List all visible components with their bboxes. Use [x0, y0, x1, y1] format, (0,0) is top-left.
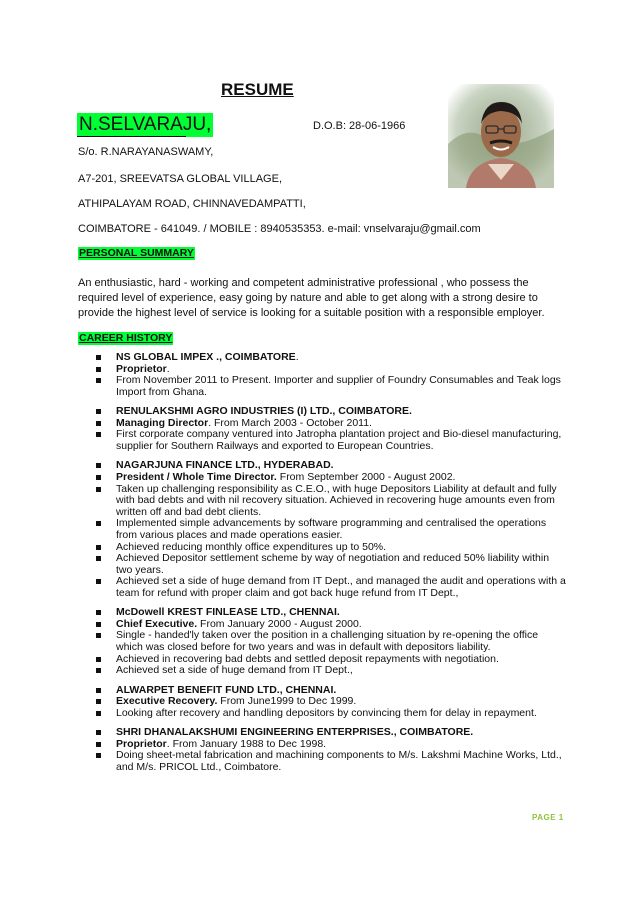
job-bullet-plain: . From January 1988 to Dec 1998. — [166, 737, 327, 750]
job-bullet-plain: . From March 2003 - October 2011. — [208, 416, 372, 429]
job-bullet-text — [116, 708, 566, 720]
address-line: A7-201, SREEVATSA GLOBAL VILLAGE, — [78, 173, 283, 185]
square-bullet-icon — [96, 576, 116, 599]
job-bullet-bold: McDowell KREST FINLEASE LTD., CHENNAI. — [116, 606, 340, 619]
square-bullet-icon — [96, 460, 116, 472]
square-bullet-icon — [96, 364, 116, 376]
job-entry — [96, 406, 566, 452]
career-history-heading: CAREER HISTORY — [79, 332, 173, 344]
job-bullet-bold: Proprietor — [116, 737, 167, 750]
job-bullet-plain: Achieved in recovering bad debts and settled deposit repayments with negotiation. — [116, 652, 499, 665]
job-bullet-text — [116, 429, 566, 452]
job-bullet — [96, 750, 566, 773]
square-bullet-icon — [96, 553, 116, 576]
job-bullet — [96, 576, 566, 599]
job-bullet-plain: Implemented simple advancements by software programming and centralised the operations from various places and made operations easier. — [116, 517, 547, 541]
square-bullet-icon — [96, 518, 116, 541]
career-history-list — [96, 352, 566, 781]
job-entry — [96, 727, 566, 773]
square-bullet-icon — [96, 352, 116, 364]
job-bullet-plain: . — [166, 362, 170, 375]
job-bullet-text — [116, 484, 566, 519]
job-bullet-bold: Executive Recovery. — [116, 695, 218, 708]
profile-photo — [448, 84, 554, 188]
job-bullet-plain: Achieved set a side of huge demand from IT Dept., and managed the audit and operations with a team for refund with proper claim and got back huge refund from IT Dept., — [116, 575, 566, 599]
job-bullet — [96, 708, 566, 720]
square-bullet-icon — [96, 685, 116, 697]
square-bullet-icon — [96, 654, 116, 666]
job-bullet-plain: Achieved reducing monthly office expenditures up to 50%. — [116, 540, 387, 553]
square-bullet-icon — [96, 739, 116, 751]
job-entry — [96, 352, 566, 398]
job-bullet-plain: Taken up challenging responsibility as C.E.O., with huge Depositors Liability at default and fully with bad debts and with nil recovery situation. Achieved in recovering huge amounts even from written off and bad debt clients. — [116, 482, 557, 518]
page-number: PAGE 1 — [532, 813, 564, 822]
square-bullet-icon — [96, 665, 116, 677]
job-bullet-bold: Managing Director — [116, 416, 209, 429]
job-bullet-text — [116, 553, 566, 576]
job-bullet-text — [116, 750, 566, 773]
job-bullet — [96, 630, 566, 653]
square-bullet-icon — [96, 696, 116, 708]
job-bullet-plain: Achieved Depositor settlement scheme by way of negotiation and reduced 50% liability within two years. — [116, 552, 550, 576]
job-bullet-bold: Chief Executive. — [116, 617, 198, 630]
job-bullet-plain: Single - handed'ly taken over the position in a challenging situation by re-opening the office which was closed before for two years and was in default with depositors liability. — [116, 629, 539, 654]
square-bullet-icon — [96, 472, 116, 484]
job-bullet — [96, 553, 566, 576]
square-bullet-icon — [96, 630, 116, 653]
square-bullet-icon — [96, 375, 116, 398]
job-bullet-plain: . — [295, 351, 299, 363]
profile-photo-illustration — [448, 84, 554, 188]
square-bullet-icon — [96, 542, 116, 554]
square-bullet-icon — [96, 429, 116, 452]
job-bullet-bold: SHRI DHANALAKSHUMI ENGINEERING ENTERPRISES., COIMBATORE. — [116, 726, 474, 739]
job-bullet-bold: RENULAKSHMI AGRO INDUSTRIES (I) LTD., COIMBATORE. — [116, 405, 412, 418]
personal-summary: An enthusiastic, hard - working and competent administrative professional , who possess the required level of experience, easy going by nature and able to get along with a strong desire to provide the highest level of service is looking for a suitable position with a responsible employer. — [78, 277, 545, 319]
date-of-birth: D.O.B: 28-06-1966 — [313, 120, 406, 132]
square-bullet-icon — [96, 727, 116, 739]
job-bullet-text — [116, 518, 566, 541]
address-line: ATHIPALAYAM ROAD, CHINNAVEDAMPATTI, — [78, 198, 306, 210]
job-entry — [96, 460, 566, 599]
address-line: S/o. R.NARAYANASWAMY, — [78, 146, 214, 158]
job-bullet-bold: President / Whole Time Director. — [116, 470, 277, 483]
job-entry — [96, 685, 566, 720]
job-bullet-text — [116, 630, 566, 653]
job-bullet-text — [116, 576, 566, 599]
square-bullet-icon — [96, 750, 116, 773]
job-bullet-plain: From November 2011 to Present. Importer and supplier of Foundry Consumables and Teak logs Import from Ghana. — [116, 374, 561, 398]
candidate-name: N.SELVARAJU, — [79, 114, 212, 135]
job-bullet-bold: ALWARPET BENEFIT FUND LTD., CHENNAI. — [116, 683, 337, 696]
job-bullet-text — [116, 665, 566, 677]
job-bullet-plain: From September 2000 - August 2002. — [276, 470, 456, 483]
job-bullet-plain: From June1999 to Dec 1999. — [217, 695, 357, 708]
job-bullet-plain: From January 2000 - August 2000. — [197, 617, 362, 630]
job-bullet-plain: Achieved set a side of huge demand from IT Dept., — [116, 664, 353, 677]
job-bullet — [96, 484, 566, 519]
job-entry — [96, 607, 566, 677]
job-bullet-text — [116, 352, 566, 364]
square-bullet-icon — [96, 418, 116, 430]
job-bullet-bold: Proprietor — [116, 362, 167, 375]
job-bullet-bold: NS GLOBAL IMPEX ., COIMBATORE — [116, 351, 296, 363]
job-bullet-plain: First corporate company ventured into Jatropha plantation project and Bio-diesel manufacturing, supplier for Southern Railways and exported to European Countries. — [116, 428, 562, 452]
contact-line: COIMBATORE - 641049. / MOBILE : 8940535353. e-mail: vnselvaraju@gmail.com — [78, 223, 481, 235]
job-bullet — [96, 518, 566, 541]
square-bullet-icon — [96, 708, 116, 720]
square-bullet-icon — [96, 484, 116, 519]
job-bullet-text — [116, 375, 566, 398]
name-underline — [77, 136, 186, 137]
job-bullet-bold: NAGARJUNA FINANCE LTD., HYDERABAD. — [116, 459, 334, 472]
job-bullet-plain: Doing sheet-metal fabrication and machining components to M/s. Lakshmi Machine Works, Ltd., and M/s. PRICOL Ltd., Coimbatore. — [116, 749, 562, 773]
square-bullet-icon — [96, 406, 116, 418]
job-bullet — [96, 375, 566, 398]
square-bullet-icon — [96, 607, 116, 619]
square-bullet-icon — [96, 619, 116, 631]
personal-summary-heading: PERSONAL SUMMARY — [79, 247, 194, 259]
resume-title: RESUME — [221, 80, 294, 99]
job-bullet — [96, 665, 566, 677]
job-bullet-plain: Looking after recovery and handling depositors by convincing them for delay in repayment. — [116, 706, 537, 719]
job-bullet — [96, 429, 566, 452]
